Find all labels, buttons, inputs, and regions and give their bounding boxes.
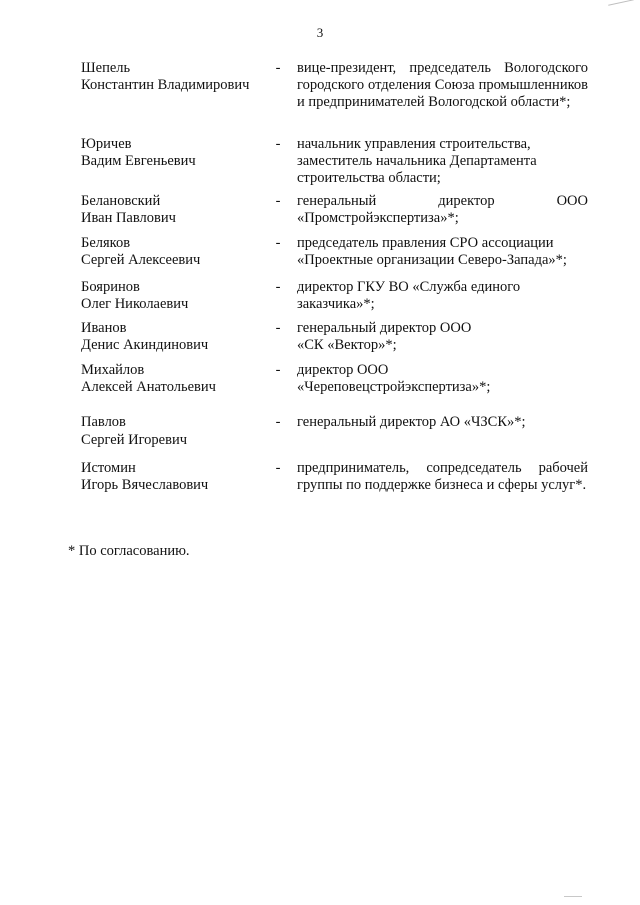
separator-dash: - [275, 235, 281, 251]
member-name [81, 362, 271, 396]
member-surname: Иванов [81, 320, 127, 336]
separator-dash: - [275, 60, 281, 76]
scan-bottom-mark [564, 896, 582, 897]
member-name [81, 60, 271, 94]
member-name [81, 414, 271, 449]
separator-dash: - [275, 193, 281, 209]
member-given-names: Игорь Вячеславович [81, 477, 209, 493]
member-position: начальник управления строительства, заместитель начальника Департамента строительства области; [297, 136, 537, 186]
member-surname: Беляков [81, 235, 131, 251]
member-position: директор ООО «Череповецстройэкспертиза»*; [297, 362, 491, 395]
member-position: председатель правления СРО ассоциации «Проектные организации Северо-Запада»*; [297, 235, 567, 268]
member-name [81, 460, 271, 494]
member-surname: Белановский [81, 193, 161, 209]
member-position: предприниматель, сопредседатель рабочей группы по поддержке бизнеса и сферы услуг*. [297, 460, 588, 493]
member-name [81, 136, 271, 170]
member-name [81, 193, 271, 227]
member-given-names: Алексей Анатольевич [81, 379, 216, 395]
member-surname: Шепель [81, 60, 131, 76]
separator-dash: - [275, 136, 281, 152]
member-given-names: Иван Павлович [81, 210, 176, 226]
member-position: директор ГКУ ВО «Служба единого заказчика»*; [297, 279, 521, 312]
separator-dash: - [275, 362, 281, 378]
member-surname: Павлов [81, 414, 126, 430]
member-given-names: Сергей Игоревич [81, 432, 188, 448]
member-name [81, 235, 271, 269]
member-surname: Истомин [81, 460, 136, 476]
member-position: генеральный директор ООО «Промстройэкспертиза»*; [297, 193, 588, 226]
member-given-names: Константин Владимирович [81, 77, 250, 93]
separator-dash: - [275, 414, 281, 430]
member-surname: Михайлов [81, 362, 145, 378]
member-given-names: Вадим Евгеньевич [81, 153, 196, 169]
member-given-names: Олег Николаевич [81, 296, 189, 312]
member-surname: Юричев [81, 136, 132, 152]
member-surname: Бояринов [81, 279, 140, 295]
member-given-names: Денис Акиндинович [81, 337, 209, 353]
scan-corner-mark [608, 0, 634, 6]
member-given-names: Сергей Алексеевич [81, 252, 201, 268]
member-position: вице-президент, председатель Вологодского городского отделения Союза промышленников и предпринимателей Вологодской области*; [297, 60, 588, 110]
member-position: генеральный директор АО «ЧЗСК»*; [297, 414, 526, 430]
member-position: генеральный директор ООО «СК «Вектор»*; [297, 320, 472, 353]
page-number: 3 [316, 25, 324, 40]
separator-dash: - [275, 460, 281, 476]
member-name [81, 279, 271, 313]
separator-dash: - [275, 320, 281, 336]
footnote: * По согласованию. [68, 543, 190, 559]
separator-dash: - [275, 279, 281, 295]
member-name [81, 320, 271, 354]
